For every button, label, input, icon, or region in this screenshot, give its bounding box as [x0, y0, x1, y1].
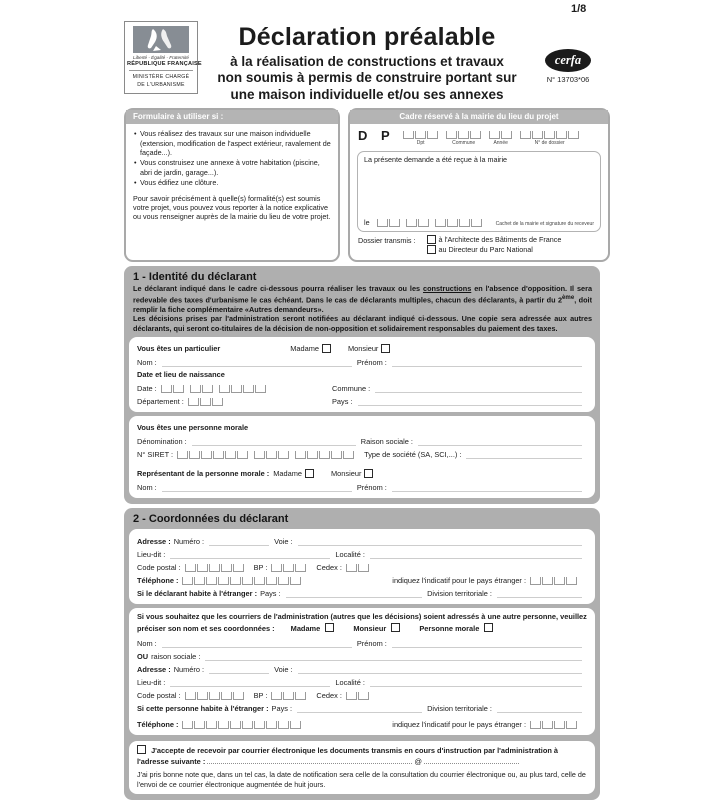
departement-boxes[interactable]	[188, 398, 229, 406]
form-title: Déclaration préalable	[238, 23, 496, 51]
pays-label: Pays :	[332, 397, 353, 407]
autre-personne-box	[129, 608, 595, 734]
autre-madame-checkbox[interactable]	[325, 623, 334, 632]
logo-republic: RÉPUBLIQUE FRANÇAISE	[127, 61, 202, 67]
division-field[interactable]	[497, 588, 582, 598]
representant-madame-checkbox[interactable]	[305, 469, 314, 478]
pays-field[interactable]	[358, 396, 582, 406]
receipt-date-label: le	[364, 218, 370, 228]
commune-label: Commune	[452, 140, 476, 147]
birth-date-boxes[interactable]	[161, 385, 272, 393]
raison-sociale-field[interactable]	[418, 436, 582, 446]
autre-voie-label: Voie :	[274, 664, 293, 674]
autre-monsieur-checkbox[interactable]	[391, 623, 400, 632]
republique-francaise-logo	[124, 21, 202, 94]
section2-title: 2 - Coordonnées du déclarant	[133, 513, 289, 526]
code-postal-boxes[interactable]	[185, 564, 250, 572]
numero-label: Numéro :	[173, 537, 205, 547]
autre-tel-boxes[interactable]	[182, 721, 307, 729]
morale-heading: Vous êtes une personne morale	[137, 422, 249, 432]
mairie-reserved-box	[348, 108, 610, 262]
autre-monsieur-label: Monsieur	[353, 623, 387, 633]
email-domain-field[interactable]	[424, 756, 519, 764]
madame-checkbox[interactable]	[322, 344, 331, 353]
autre-cp-label: Code postal :	[137, 690, 181, 700]
siret-boxes[interactable]	[177, 451, 360, 459]
receipt-date-boxes[interactable]	[377, 219, 488, 227]
cerfa-number: N° 13703*06	[546, 75, 590, 84]
morale-nom-field[interactable]	[162, 482, 352, 492]
declarant-etranger-label: Si le déclarant habite à l'étranger :	[137, 589, 258, 599]
autre-morale-checkbox[interactable]	[484, 623, 493, 632]
usage-info-box	[124, 108, 340, 262]
usage-box-header: Formulaire à utiliser si :	[126, 110, 338, 124]
architecte-checkbox[interactable]	[427, 235, 436, 244]
dp-code-label: D P	[358, 128, 395, 144]
form-subtitle-line1: à la réalisation de constructions et travaux	[230, 54, 504, 69]
autre-voie-field[interactable]	[298, 664, 582, 674]
telephone-boxes[interactable]	[182, 577, 307, 585]
cachet-label: Cachet de la mairie et signature du receveur	[495, 221, 594, 228]
voie-field[interactable]	[298, 536, 582, 546]
birth-commune-field[interactable]	[375, 383, 582, 393]
raison-sociale-label: Raison sociale :	[360, 437, 413, 447]
type-societe-field[interactable]	[466, 449, 582, 459]
marianne-flag-icon	[133, 26, 189, 53]
indicatif-label: indiquez l'indicatif pour le pays étranger :	[392, 576, 526, 586]
denomination-label: Dénomination :	[137, 437, 187, 447]
autre-indicatif-boxes[interactable]	[530, 721, 583, 729]
code-postal-label: Code postal :	[137, 563, 181, 573]
adresse-label: Adresse :	[137, 537, 171, 547]
commune-digit-boxes[interactable]	[446, 131, 482, 139]
autre-prenom-field[interactable]	[392, 638, 582, 648]
cedex-label: Cedex :	[316, 563, 342, 573]
autre-bp-boxes[interactable]	[271, 692, 312, 700]
dossier-label: N° de dossier	[534, 140, 565, 147]
section1-intro: Le déclarant indiqué dans le cadre ci-dessous pourra réaliser les travaux ou les constructions en l'absence d'opposition. Il sera redevable des taxes d'urbanisme le cas échéant. Dans le cas de déclarants multiples, chacun des déclarants, à partir du 2ème, doit remplir la fiche complémentaire «Autres demandeurs». Les décisions prises par l'administration seront notifiées au déclarant indiqué ci-dessous. Une copie sera adressée aux autres déclarants, qui seront co-titulaires de la décision de non-opposition et solidairement responsables du paiement des taxes.	[133, 284, 593, 333]
representant-monsieur-label: Monsieur	[331, 468, 362, 478]
autre-indicatif-label: indiquez l'indicatif pour le pays étranger :	[392, 719, 526, 729]
telephone-label: Téléphone :	[137, 576, 179, 586]
autre-numero-field[interactable]	[209, 664, 269, 674]
etranger-pays-label: Pays :	[260, 589, 281, 599]
prenom-field[interactable]	[392, 357, 582, 367]
nom-field[interactable]	[162, 357, 352, 367]
mairie-receipt-area	[357, 151, 601, 232]
cedex-boxes[interactable]	[346, 564, 375, 572]
ou-label: OU	[137, 651, 149, 661]
morale-nom-label: Nom :	[137, 483, 157, 493]
logo-ministry-line2: DE L'URBANISME	[137, 81, 185, 88]
birth-heading: Date et lieu de naissance	[137, 369, 225, 379]
autre-pays-label: Pays :	[271, 703, 293, 713]
lieudit-label: Lieu-dit :	[137, 550, 166, 560]
form-subtitle-line3: une maison individuelle et/ou ses annexes	[230, 86, 504, 102]
dpt-digit-boxes[interactable]	[403, 131, 439, 139]
section1-title: 1 - Identité du déclarant	[133, 271, 257, 284]
morale-prenom-label: Prénom :	[356, 483, 387, 493]
form-subtitle-line2: non soumis à permis de construire portant sur	[217, 70, 517, 86]
usage-note: Pour savoir précisément à quelle(s) formalité(s) est soumis votre projet, vous pouvez vous reporter à la notice explicative ou vous renseigner auprès de la mairie du lieu de votre projet.	[133, 193, 331, 222]
autre-division-field[interactable]	[497, 703, 582, 713]
monsieur-checkbox[interactable]	[381, 344, 390, 353]
bp-boxes[interactable]	[271, 564, 312, 572]
autre-morale-label: Personne morale	[419, 623, 480, 633]
numero-field[interactable]	[209, 536, 269, 546]
representant-monsieur-checkbox[interactable]	[364, 469, 373, 478]
autre-division-label: Division territoriale :	[427, 703, 492, 713]
autre-localite-label: Localité :	[335, 677, 365, 687]
autre-pays-field[interactable]	[297, 703, 422, 713]
morale-prenom-field[interactable]	[392, 482, 582, 492]
personne-morale-box	[129, 416, 595, 498]
monsieur-label: Monsieur	[348, 343, 379, 353]
mairie-box-header: Cadre réservé à la mairie du lieu du projet	[350, 110, 608, 124]
usage-bullet-1: • Vous réalisez des travaux sur une maison individuelle (extension, modification de l'aspect extérieur, ravalement de façade...).	[133, 129, 331, 157]
particulier-box	[129, 337, 595, 412]
nom-label: Nom :	[137, 358, 157, 368]
parc-national-checkbox[interactable]	[427, 245, 436, 254]
bp-label: BP :	[253, 563, 268, 573]
autre-madame-label: Madame	[290, 623, 321, 633]
autre-nom-label: Nom :	[137, 638, 157, 648]
type-societe-label: Type de société (SA, SCI,...) :	[364, 450, 462, 460]
usage-bullet-2: • Vous construisez une annexe à votre habitation (piscine, abri de jardin, garage...).	[133, 158, 331, 177]
autre-cp-boxes[interactable]	[185, 692, 250, 700]
denomination-field[interactable]	[192, 436, 356, 446]
annee-label: Année	[493, 140, 508, 147]
autre-raison-field[interactable]	[205, 651, 582, 661]
indicatif-boxes[interactable]	[530, 577, 583, 585]
representant-madame-label: Madame	[273, 468, 303, 478]
dpt-label: Dpt	[416, 140, 425, 147]
representant-label: Représentant de la personne morale :	[137, 468, 270, 478]
parc-national-option-label: au Directeur du Parc National	[438, 245, 533, 255]
receipt-text: La présente demande a été reçue à la mairie	[364, 155, 508, 165]
logo-divider	[129, 70, 193, 71]
prenom-label: Prénom :	[356, 358, 387, 368]
at-sign: @	[414, 757, 422, 767]
email-local-field[interactable]	[207, 756, 412, 764]
page-number: 1/8	[571, 3, 587, 15]
etranger-pays-field[interactable]	[286, 588, 422, 598]
particulier-heading: Vous êtes un particulier	[137, 343, 221, 353]
autre-prenom-label: Prénom :	[356, 638, 387, 648]
autre-raison-label: raison sociale :	[151, 651, 201, 661]
courriel-note: J'ai pris bonne note que, dans un tel cas, la date de notification sera celle de la consultation du courrier électronique ou, au plus tard, celle de l'envoi de ce courrier électronique augmentée de huit jours.	[137, 770, 586, 789]
lieudit-field[interactable]	[170, 549, 330, 559]
division-label: Division territoriale :	[427, 589, 492, 599]
voie-label: Voie :	[274, 537, 293, 547]
departement-label: Département :	[137, 397, 184, 407]
birth-commune-label: Commune :	[332, 384, 371, 394]
autre-bp-label: BP :	[253, 690, 268, 700]
birth-date-label: Date :	[137, 384, 157, 394]
architecte-option-label: à l'Architecte des Bâtiments de France	[438, 235, 562, 245]
madame-label: Madame	[290, 343, 319, 353]
cerfa-logo: cerfa	[545, 49, 591, 72]
autre-lieudit-field[interactable]	[170, 677, 330, 687]
form-header	[124, 21, 600, 103]
autre-localite-field[interactable]	[370, 677, 582, 687]
section-coordonnees	[124, 508, 600, 800]
autre-etranger-label: Si cette personne habite à l'étranger :	[137, 703, 269, 713]
autre-numero-label: Numéro :	[173, 664, 205, 674]
annee-digit-boxes[interactable]	[489, 131, 513, 139]
autre-cedex-boxes[interactable]	[346, 692, 375, 700]
autre-personne-intro: Si vous souhaitez que les courriers de l'administration (autres que les décisions) soient adressés à une autre personne, veuillez préciser son nom et ses coordonnées : Madame Monsieur Personne morale	[137, 612, 587, 633]
usage-bullet-3: • Vous édifiez une clôture.	[133, 178, 331, 187]
courriel-accept-label: J'accepte de recevoir par courrier électronique les documents transmis en cours d'instruction par l'administration à l'adresse suivante :	[137, 745, 559, 767]
siret-label: N° SIRET :	[137, 450, 174, 460]
logo-motto: Liberté - Égalité - Fraternité	[133, 55, 189, 60]
logo-ministry-line1: MINISTÈRE CHARGÉ	[132, 74, 190, 80]
courriel-accept-checkbox[interactable]	[137, 745, 146, 754]
autre-cedex-label: Cedex :	[316, 690, 342, 700]
courriel-box	[129, 741, 595, 794]
autre-tel-label: Téléphone :	[137, 719, 179, 729]
autre-nom-field[interactable]	[162, 638, 352, 648]
dossier-transmis-label: Dossier transmis :	[358, 236, 416, 246]
coordonnees-box	[129, 529, 595, 604]
autre-adresse-label: Adresse :	[137, 664, 171, 674]
localite-field[interactable]	[370, 549, 582, 559]
autre-lieudit-label: Lieu-dit :	[137, 677, 166, 687]
section-identite	[124, 266, 600, 504]
localite-label: Localité :	[335, 550, 365, 560]
dossier-digit-boxes[interactable]	[520, 131, 580, 139]
